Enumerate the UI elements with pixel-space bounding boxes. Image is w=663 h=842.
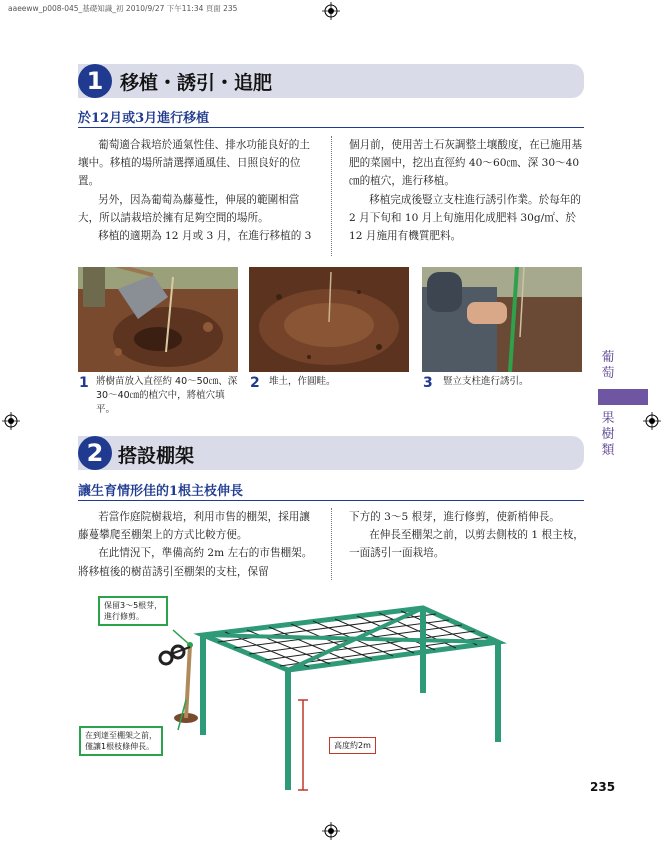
paragraph: 另外，因為葡萄為藤蔓性，伸展的範圍相當大，所以請栽培於擁有足夠空間的場所。 [78,193,300,224]
section-1-title: 移植・誘引・追肥 [120,72,273,94]
callout-prune-note: 保留3～5根芽， 進行修剪。 [98,596,168,626]
paragraph: 若當作庭院樹栽培，利用市售的棚架，採用讓藤蔓攀爬至棚架上的方式比較方便。 [78,511,310,542]
print-slug: aaeeww_p008-045_基礎知識_初 2010/9/27 下午11:34 頁面 235 [8,4,238,13]
section-2-number: 2 [78,436,112,470]
column-divider [331,508,332,580]
section-1-subtitle: 於12月或3月進行移植 [78,111,210,126]
side-tab-group: 果樹類 [601,411,615,458]
registration-mark-icon [643,412,661,430]
caption-number: 3 [423,375,433,391]
photo-caption: 將樹苗放入直徑約 40～50㎝、深 30～40㎝的植穴中，將植穴填平。 [96,376,238,415]
section-2-title: 搭設棚架 [118,445,195,467]
height-label: 高度約2m [329,737,376,754]
paragraph: 下方的 3～5 根芽，進行修剪，使新梢伸長。 [349,511,560,523]
section-2-left-column [78,508,313,581]
section-2-subtitle: 讓生育情形佳的1根主枝伸長 [78,484,244,499]
paragraph: 移植完成後豎立支柱進行誘引作業。於每年的 2 月下旬和 10 月上旬施用化成肥料 30g/㎡、於 12 月施用有機質肥料。 [349,193,581,243]
shears-icon [160,646,190,664]
caption-number: 2 [250,375,260,391]
side-tab-category: 葡萄 [601,350,615,381]
photo-caption: 堆土，作圓畦。 [269,376,336,387]
subtitle-rule [78,500,584,501]
registration-mark-icon [322,822,340,840]
photo-staking-support [422,267,582,372]
photo-mounded-soil [249,267,409,372]
paragraph: 葡萄適合栽培於通氣性佳、排水功能良好的土壤中。移植的場所請選擇通風佳、日照良好的位置。 [78,139,310,188]
photo-planting-seedling [78,267,238,372]
registration-mark-icon [2,412,20,430]
paragraph: 在此情況下，準備高約 2m 左右的市售棚架。將移植後的樹苗誘引至棚架的支柱，保留 [78,547,313,578]
section-2-right-column [349,508,584,563]
section-1-number: 1 [78,64,112,98]
paragraph: 個月前，使用苦土石灰調整土壤酸度，在已施用基肥的菜園中，挖出直徑約 40～60㎝、深 30～40㎝的植穴，進行移植。 [349,139,583,188]
subtitle-rule [78,127,584,128]
side-tab-bar [598,389,648,405]
photo-caption: 豎立支柱進行誘引。 [443,376,529,387]
page-number: 235 [590,780,616,794]
paragraph: 移植的適期為 12 月或 3 月，在進行移植的 3 [98,230,312,243]
callout-single-branch-note: 在到達至棚架之前， 僅讓1根枝條伸長。 [79,726,163,756]
paragraph: 在伸長至棚架之前，以剪去側枝的 1 根主枝，一面誘引一面栽培。 [349,529,584,560]
column-divider [331,136,332,256]
registration-mark-icon [322,2,340,20]
section-1-left-column [78,136,313,245]
caption-number: 1 [79,375,89,391]
section-1-right-column [349,136,584,245]
